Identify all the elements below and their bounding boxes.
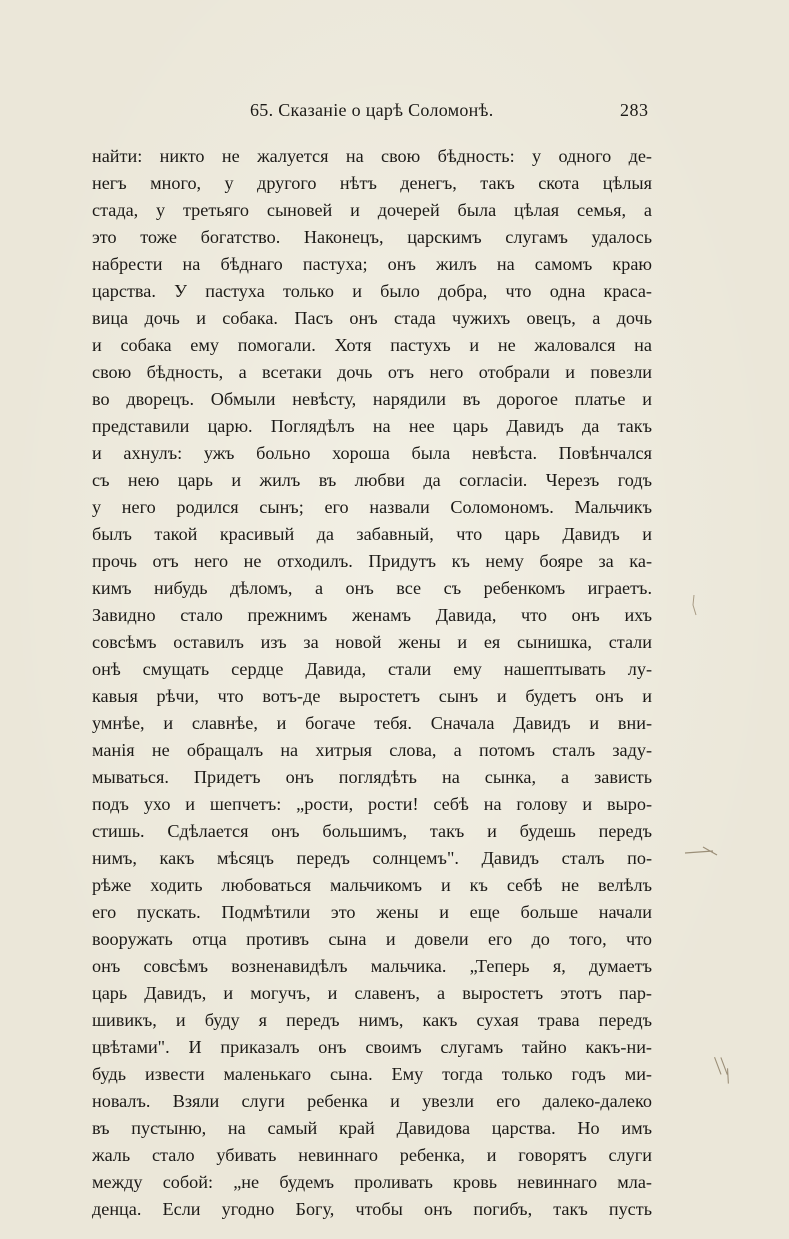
text-line: мываться. Придетъ онъ поглядѣть на сынка, а зависть: [92, 767, 652, 787]
text-line: свою бѣдность, а всетаки дочь отъ него отобрали и повезли: [92, 362, 652, 382]
text-line: негъ много, у другого нѣтъ денегъ, такъ скота цѣлыя: [92, 173, 652, 193]
text-line: новалъ. Взяли слуги ребенка и увезли его далеко-далеко: [92, 1091, 652, 1111]
text-line: кимъ нибудь дѣломъ, а онъ все съ ребенкомъ играетъ.: [92, 578, 652, 598]
running-header: [0, 100, 789, 128]
text-line: царь Давидъ, и могучъ, и славенъ, а выростетъ этотъ пар-: [92, 983, 652, 1003]
text-line: онъ совсѣмъ возненавидѣлъ мальчика. „Теперь я, думаетъ: [92, 956, 652, 976]
text-line: стишь. Сдѣлается онъ большимъ, такъ и будешь передъ: [92, 821, 652, 841]
text-line: былъ такой красивый да забавный, что царь Давидъ и: [92, 524, 652, 544]
text-line: вооружать отца противъ сына и довели его до того, что: [92, 929, 652, 949]
text-line: шивикъ, и буду я передъ нимъ, какъ сухая трава передъ: [92, 1010, 652, 1030]
text-line: найти: никто не жалуется на свою бѣдность: у одного де-: [92, 146, 652, 166]
body-text: [92, 143, 652, 1223]
text-line: кавыя рѣчи, что вотъ-де выростетъ сынъ и будетъ онъ и: [92, 686, 652, 706]
text-line: манія не обращалъ на хитрыя слова, а потомъ сталъ заду-: [92, 740, 652, 760]
text-line: его пускать. Подмѣтили это жены и еще больше начали: [92, 902, 652, 922]
text-line: рѣже ходить любоваться мальчикомъ и къ себѣ не велѣлъ: [92, 875, 652, 895]
text-line: онѣ смущать сердце Давида, стали ему нашептывать лу-: [92, 659, 652, 679]
text-line: во дворецъ. Обмыли невѣсту, нарядили въ дорогое платье и: [92, 389, 652, 409]
text-line: прочь отъ него не отходилъ. Придутъ къ нему бояре за ка-: [92, 551, 652, 571]
text-line: нимъ, какъ мѣсяцъ передъ солнцемъ". Давидъ сталъ по-: [92, 848, 652, 868]
text-line: набрести на бѣднаго пастуха; онъ жилъ на самомъ краю: [92, 254, 652, 274]
text-line: вица дочь и собака. Пасъ онъ стада чужихъ овецъ, а дочь: [92, 308, 652, 328]
text-line: Завидно стало прежнимъ женамъ Давида, что онъ ихъ: [92, 605, 652, 625]
text-line: денца. Если угодно Богу, чтобы онъ погибъ, такъ пусть: [92, 1199, 652, 1219]
margin-scratch-mark: [704, 1053, 742, 1091]
margin-scratch-mark: [683, 843, 723, 863]
text-line: въ пустыню, на самый край Давидова царства. Но имъ: [92, 1118, 652, 1138]
text-line: представили царю. Поглядѣлъ на нее царь Давидъ да такъ: [92, 416, 652, 436]
running-title: 65. Сказаніе о царѣ Соломонѣ.: [250, 100, 494, 120]
text-line: жаль стало убивать невиннаго ребенка, и говорятъ слуги: [92, 1145, 652, 1165]
text-line: умнѣе, и славнѣе, и богаче тебя. Сначала Давидъ и вни-: [92, 713, 652, 733]
text-line: и ахнулъ: ужъ больно хороша была невѣста. Повѣнчался: [92, 443, 652, 463]
text-line: стада, у третьяго сыновей и дочерей была цѣлая семья, а: [92, 200, 652, 220]
text-line: между собой: „не будемъ проливать кровь невиннаго мла-: [92, 1172, 652, 1192]
margin-scratch-mark: [688, 593, 700, 621]
text-line: съ нею царь и жилъ въ любви да согласіи. Черезъ годъ: [92, 470, 652, 490]
text-line: цвѣтами". И приказалъ онъ своимъ слугамъ тайно какъ-ни-: [92, 1037, 652, 1057]
text-line: и собака ему помогали. Хотя пастухъ и не жаловался на: [92, 335, 652, 355]
text-line: будь извести маленькаго сына. Ему тогда только годъ ми-: [92, 1064, 652, 1084]
text-line: царства. У пастуха только и было добра, что одна краса-: [92, 281, 652, 301]
text-line: подъ ухо и шепчетъ: „рости, рости! себѣ на голову и выро-: [92, 794, 652, 814]
text-line: совсѣмъ оставилъ изъ за новой жены и ея сынишка, стали: [92, 632, 652, 652]
text-line: у него родился сынъ; его назвали Соломономъ. Мальчикъ: [92, 497, 652, 517]
page-number: 283: [620, 100, 649, 120]
text-line: это тоже богатство. Наконецъ, царскимъ слугамъ удалось: [92, 227, 652, 247]
